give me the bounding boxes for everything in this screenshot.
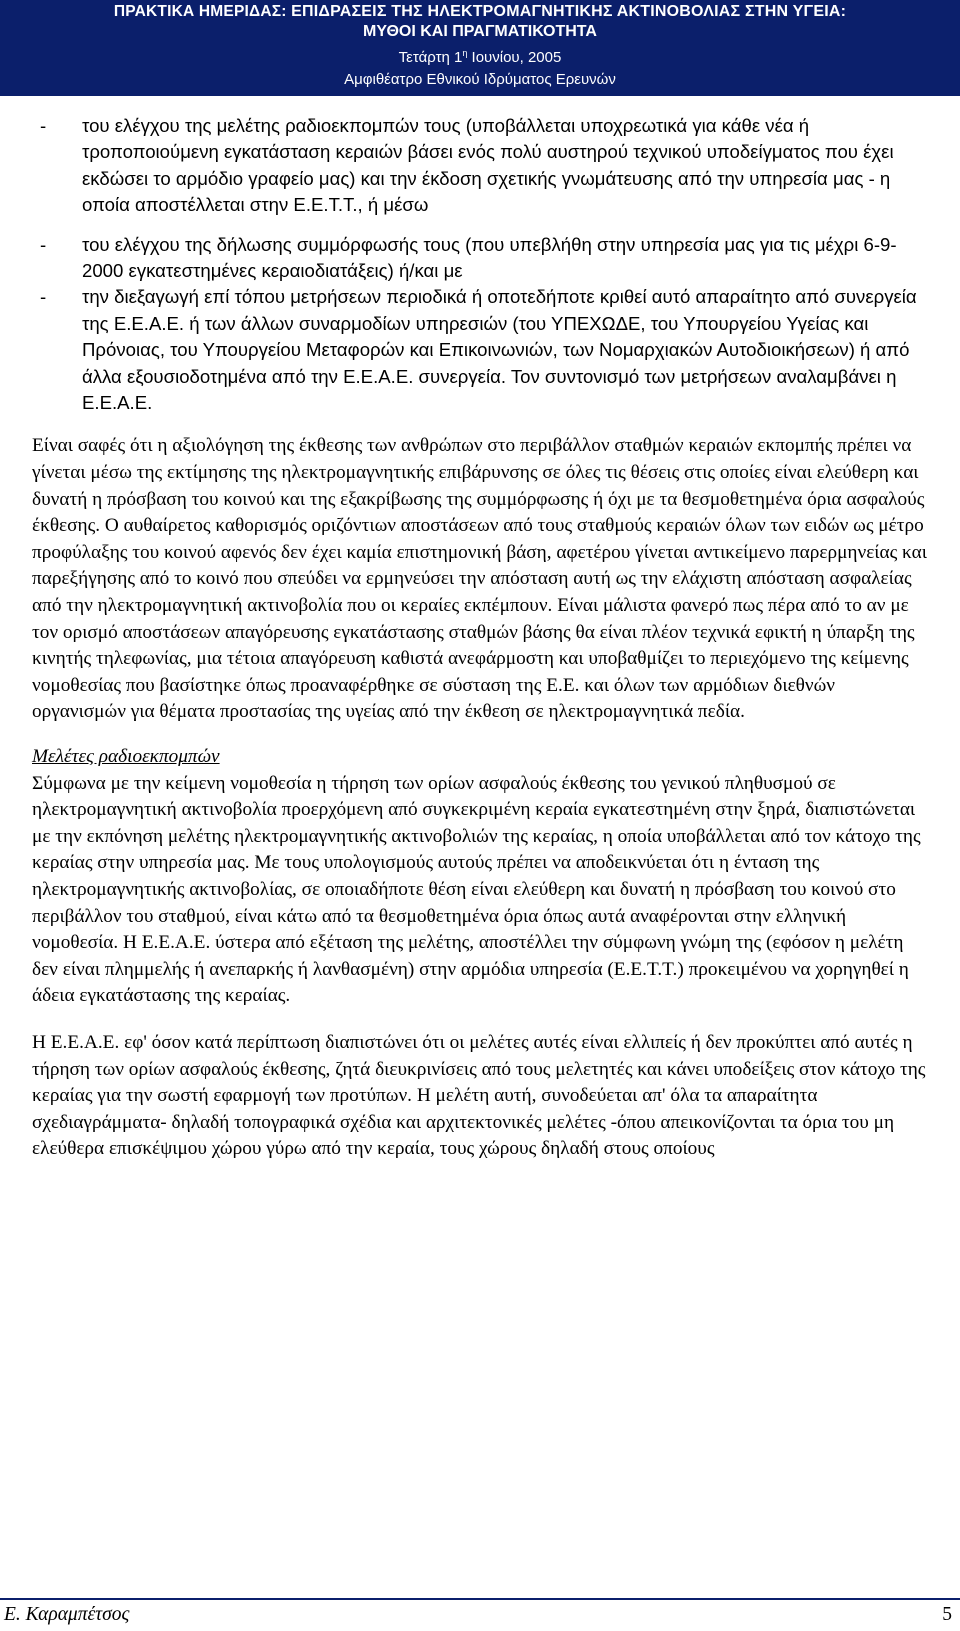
bullet-dash: - xyxy=(40,233,47,255)
page-header xyxy=(0,0,960,96)
bullet-item xyxy=(32,232,932,285)
bullet-text: του ελέγχου της μελέτης ραδιοεκπομπών τους (υποβάλλεται υποχρεωτικά για κάθε νέα ή τροποποιούμενη εγκατάσταση κεραιών βάσει ενός πολύ αυστηρού τεχνικού υποδείγματος που έχει εκδώσει το αρμόδιο γραφείο μας) και την έκδοση σχετικής γνωμάτευσης από την υπηρεσία μας - η οποία αποστέλλεται στην Ε.Ε.Τ.Τ., ή μέσω xyxy=(82,115,894,216)
bullet-dash: - xyxy=(40,286,47,308)
footer-divider xyxy=(0,1598,960,1600)
bullet-list xyxy=(32,113,932,416)
bullet-item xyxy=(32,284,932,416)
bullet-item xyxy=(32,113,932,219)
header-title-line xyxy=(0,2,960,22)
header-title-prefix: ΠΡΑΚΤΙΚΑ ΗΜΕΡΙΔΑΣ: xyxy=(113,3,292,20)
header-venue: Αμφιθέατρο Εθνικού Ιδρύματος Ερευνών xyxy=(344,71,616,88)
page-number: 5 xyxy=(942,1604,952,1625)
bullet-text: την διεξαγωγή επί τόπου μετρήσεων περιοδικά ή οποτεδήποτε κριθεί αυτό απαραίτητο από συνεργεία της Ε.Ε.Α.Ε. ή των άλλων συναρμοδίων υπηρεσιών (του ΥΠΕΧΩΔΕ, του Υπουργείου Υγείας και Πρόνοιας, του Υπουργείου Μεταφορών και Επικοινωνιών, των Νομαρχιακών Αυτοδιοικήσεων) ή από άλλα εξουσιοδοτημένα από την Ε.Ε.Α.Ε. συνεργεία. Τον συντονισμό των μετρήσεων αναλαμβάνει η Ε.Ε.Α.Ε. xyxy=(82,286,917,414)
header-date-prefix: Τετάρτη 1 xyxy=(398,49,463,66)
section-title: Μελέτες ραδιοεκπομπών xyxy=(32,746,220,767)
header-date-suffix: Ιουνίου, 2005 xyxy=(467,49,562,66)
bullet-dash: - xyxy=(40,115,47,136)
footer-author: Ε. Καραμπέτσος xyxy=(4,1604,130,1625)
page-footer xyxy=(0,1598,960,1631)
header-title-main: ΕΠΙΔΡΑΣΕΙΣ ΤΗΣ ΗΛΕΚΤΡΟΜΑΓΝΗΤΙΚΗΣ ΑΚΤΙΝΟΒΟΛΙΑΣ ΣΤΗΝ ΥΓΕΙΑ: xyxy=(291,3,847,20)
header-date xyxy=(0,42,960,69)
paragraph-studies: Σύμφωνα με την κείμενη νομοθεσία η τήρηση των ορίων ασφαλούς έκθεσης του γενικού πληθυσμού σε ηλεκτρομαγνητική ακτινοβολία προερχόμενη από συγκεκριμένη κεραία εγκατεστημένη στην ξηρά, διαπιστώνεται με την εκπόνηση μελέτης ηλεκτρομαγνητικής ακτινοβολιών της κεραίας, η οποία υποβάλλεται από τον κάτοχο της κεραίας στην υπηρεσία μας. Με τους υπολογισμούς αυτούς πρέπει να αποδεικνύεται ότι η ένταση της ηλεκτρομαγνητικής ακτινοβολίας, σε οποιαδήποτε θέση είναι ελεύθερη και δυνατή η πρόσβαση του κοινού στο περιβάλλον του σταθμού, είναι κάτω από τα θεσμοθετημένα όρια όπως αυτά αναφέρονται στην ελληνική νομοθεσία. Η Ε.Ε.Α.Ε. ύστερα από εξέταση της μελέτης, αποστέλλει την σύμφωνη γνώμη της (εφόσον η μελέτη δεν είναι πλημμελής ή ανεπαρκής ή λανθασμένη) στην αρμόδια υπηρεσία (Ε.Ε.Τ.Τ.) προκειμένου να χορηγηθεί η άδεια εγκατάστασης της κεραίας. xyxy=(32,772,921,1007)
bullet-text: του ελέγχου της δήλωσης συμμόρφωσής τους (που υπεβλήθη στην υπηρεσία μας για τις μέχρι 6-9-2000 εγκατεστημένες κεραιοδιατάξεις) ή/και με xyxy=(82,233,897,282)
paragraph-review: Η Ε.Ε.Α.Ε. εφ' όσον κατά περίπτωση διαπιστώνει ότι οι μελέτες αυτές είναι ελλιπείς ή δεν προκύπτει από αυτές η τήρηση των ορίων ασφαλούς έκθεσης, ζητά διευκρινίσεις από τους μελετητές και κάνει υποδείξεις στον κάτοχο της κεραίας για την σωστή εφαρμογή των προτύπων. Η μελέτη αυτή, συνοδεύεται απ' όλα τα απαραίτητα σχεδιαγράμματα- δηλαδή τοπογραφικά σχέδια και αρχιτεκτονικές μελέτες -όπου απεικονίζονται τα όρια του μη ελεύθερα επισκέψιμου χώρου γύρω από την κεραία, τους χώρους δηλαδή στους οποίους xyxy=(32,1031,926,1160)
header-date-sup: η xyxy=(462,48,468,58)
document-body xyxy=(32,113,932,1163)
paragraph-evaluation: Είναι σαφές ότι η αξιολόγηση της έκθεσης των ανθρώπων στο περιβάλλον σταθμών κεραιών εκπομπής πρέπει να γίνεται μέσω της εκτίμησης της ηλεκτρομαγνητικής επιβάρυνσης σε όλες τις θέσεις στις οποίες είναι ελεύθερη και δυνατή η πρόσβαση του κοινού και της εξακρίβωσης της συμμόρφωσης ή όχι με τα θεσμοθετημένα όρια ασφαλούς έκθεσης. Ο αυθαίρετος καθορισμός οριζόντιων αποστάσεων από τους σταθμούς κεραιών όλων των ειδών ως μέτρο προφύλαξης του κοινού αφενός δεν έχει καμία επιστημονική βάση, αφετέρου γίνεται αντικείμενο παρερμηνείας και παρεξήγησης από το κοινό που σπεύδει να ερμηνεύσει την απόσταση αυτή ως την ελάχιστη απόσταση ασφαλείας από την ηλεκτρομαγνητική ακτινοβολία που οι κεραίες εκπέμπουν. Είναι μάλιστα φανερό πως πέρα από το αν με τον ορισμό αποστάσεων απαγόρευσης εγκατάστασης σταθμών βάσης θα είναι πλέον τεχνικά εφικτή η ύπαρξη της κινητής τηλεφωνίας, μια τέτοια απαγόρευση καθιστά ανεφάρμοστη και υποβαθμίζει το περιεχόμενο της κείμενης νομοθεσίας που βασίστηκε όπως προαναφέρθηκε σε σύσταση της Ε.Ε. και όλων των αρμόδιων διεθνών οργανισμών για θέματα προστασίας της υγείας από την έκθεση σε ηλεκτρομαγνητικά πεδία. xyxy=(32,435,927,723)
header-subtitle: ΜΥΘΟΙ ΚΑΙ ΠΡΑΓΜΑΤΙΚΟΤΗΤΑ xyxy=(363,23,597,40)
